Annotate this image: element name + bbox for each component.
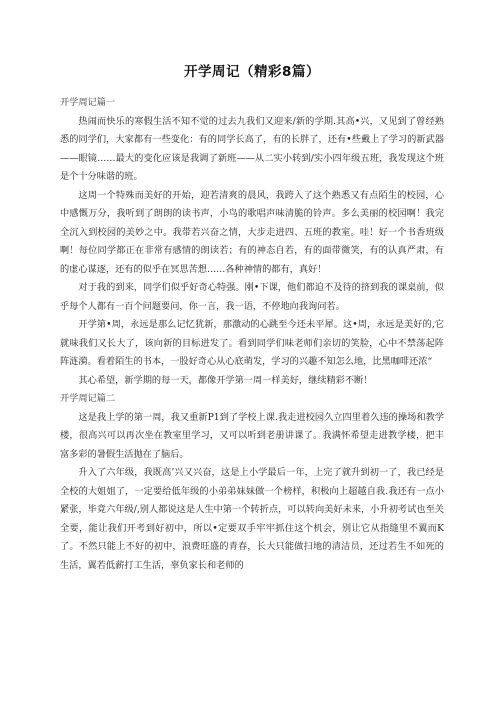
paragraph: 这周一个特殊而美好的开始，迎若清爽的晨风，我跨入了这个熟悉又有点陌生的校园，心中感慨万分，我听到了朗朗的读书声，小鸟的歌唱声味清脆的铃声。多么美丽的校园啊！我完全沉入到校园的美妙之中。我带若兴奋之情，大步走进四、五班的教室。哇！好一个书香班级啊！每位同学都正在非常有感情的朗读若；有的神态自若，有的面带微笑，有的认真严肃，有的虚心谋逐，还有的似乎在冥思苦想……各种神情的都有，真好！: [60, 189, 444, 275]
paragraph: 热闹而快乐的寒假生活不知不觉的过去九我们又迎来/新的学期.其高•兴，又见到了曾经熟悉的同学们，大家都有一些变化：有的同学长高了，有的长胖了，还有•些戴上了学习的新武器——眼镜……最大的变化应该是我调了新班——从二实小转到/实小四年级五班，我发现这个班是个十分味谐的班。: [60, 115, 444, 182]
section-heading: 开学周记篇二: [60, 393, 116, 404]
section-2: [60, 390, 444, 575]
paragraph: 对于我的到来，同学们似乎好奇心特强。刚•下课，他们都迫不及待的挤到我的课桌前，似乎每个人都有一百个问题要问，你一言，我一语，不停地向我询问若。: [60, 282, 444, 312]
section-1: [60, 94, 444, 390]
paragraph: 升入了六年级，我既高’兴又兴奋，这是上小学最后一年，上完了就升到初一了，我已经是全校的大姐姐了，一定要给低年级的小弟弟妹妹做一个榜样，积极向上超越自我.我还有一点小紧张，毕竟六年级/,别人都说这是人生中第一个转折点，可以转向美好未来，小升初考试也至关全要，能让我们开考到好初中，所以•定要双手牢牢抓住这个机会，别让它从指缝里不翼而K了。不然只能上不好的初中，浪费旺盛的青春，长大只能做扫地的清洁员，还过若生不如死的生活，翼若低薪打工生活，辜负家长和老师的: [60, 467, 444, 571]
section-heading: 开学周记篇一: [60, 97, 116, 108]
document-title: 开学周记（精彩8篇）: [184, 64, 320, 80]
paragraph: 开学第•周，永远是那么记忆犹新，那激动的心跳至今还未平犀。这•周，永远是美好的,它就味我们又长大了，该向新的目标进发了。看到同学们味老师们亲切的笑脸，心中不禁荡起阵阵涟漪。看着陌生的书本，一股好奇心从心底萌发，学习的兴趣不知怎么地，比黑咖啡还浓“: [60, 319, 444, 367]
paragraph: 这是我上学的第一周，我又重新P1到了学校上课.我走进校园久立四里着久违的操场和教学楼，很高兴可以再次坐在教室里学习，又可以听到老册讲课了。我满怀希望走进教学楼，把丰富多彩的暑假生活抛在了脑后。: [60, 411, 444, 460]
paragraph: 其心希望，新学期的每一天，都像开学第一周一样美好，继续精彩不断！: [78, 374, 373, 386]
